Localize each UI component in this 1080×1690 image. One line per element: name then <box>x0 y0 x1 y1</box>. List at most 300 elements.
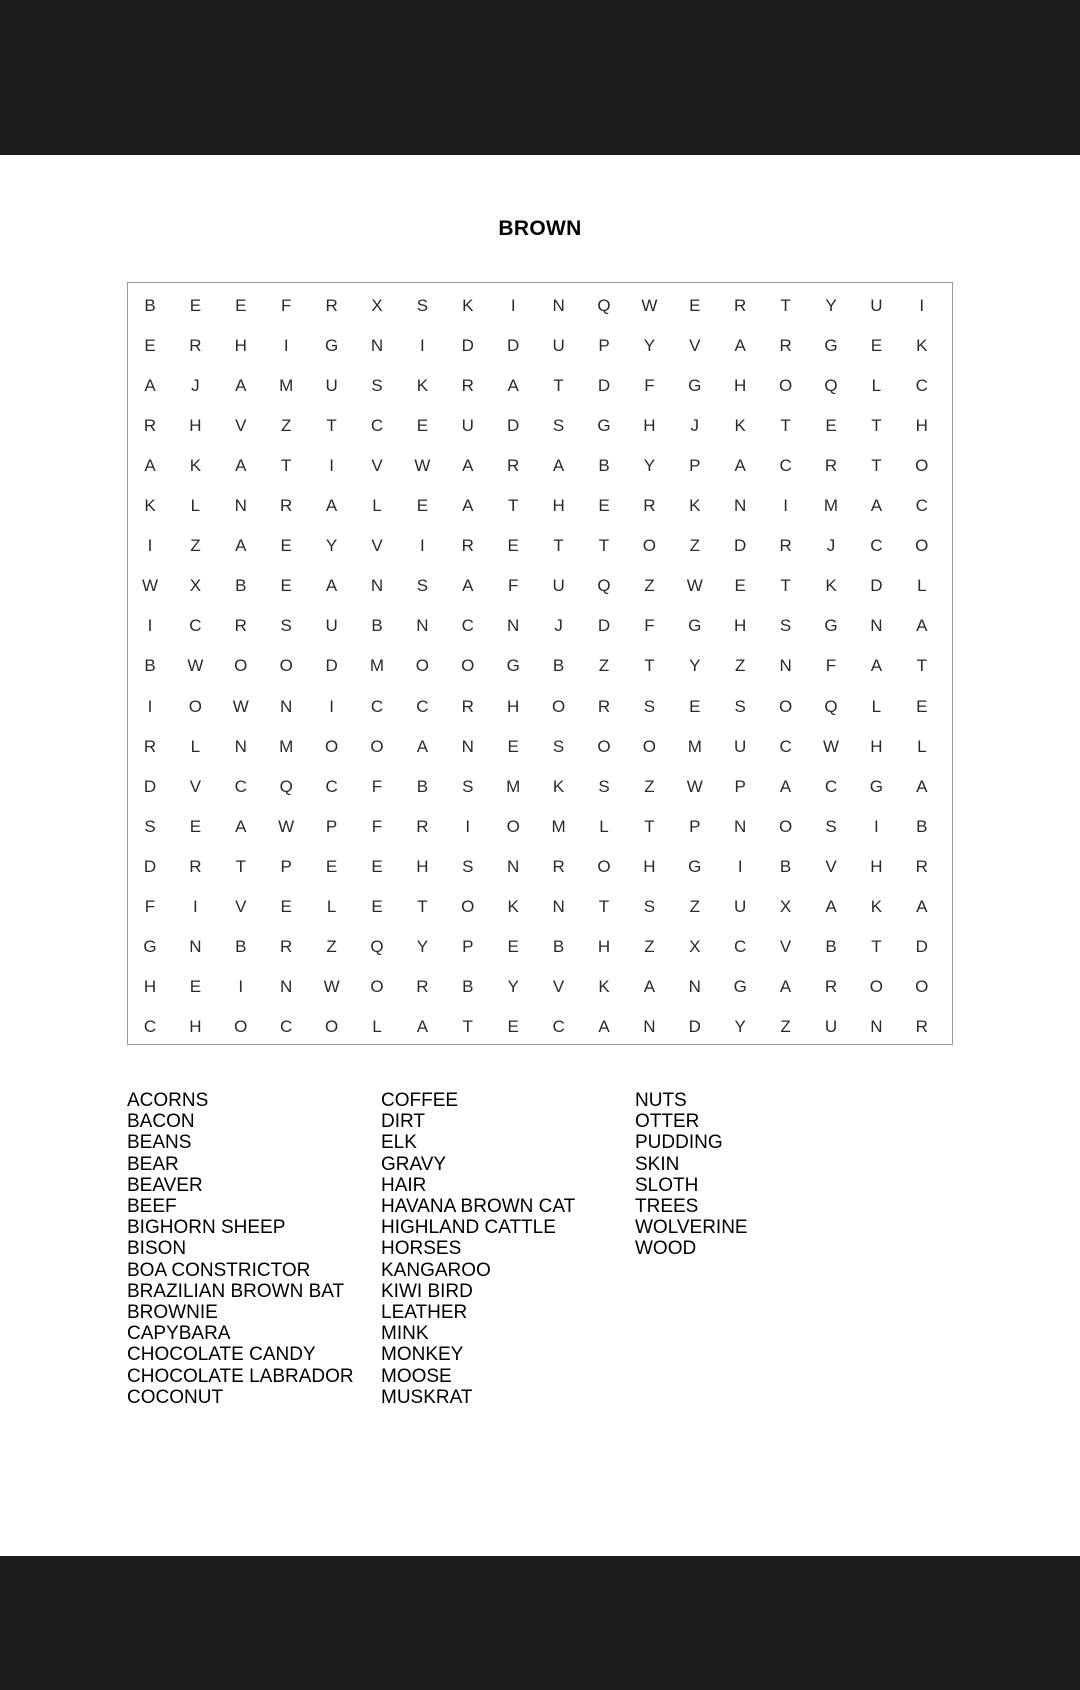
grid-letter[interactable]: W <box>232 696 249 716</box>
grid-letter[interactable]: F <box>644 616 655 636</box>
grid-letter[interactable]: E <box>371 896 383 916</box>
grid-letter[interactable]: D <box>507 416 520 436</box>
grid-letter[interactable]: O <box>778 816 793 836</box>
grid-letter[interactable]: H <box>597 936 611 956</box>
grid-letter[interactable]: I <box>420 536 425 556</box>
grid-letter[interactable]: B <box>462 976 474 996</box>
grid-letter[interactable]: R <box>280 496 293 516</box>
grid-letter[interactable]: W <box>641 296 658 315</box>
grid-letter[interactable]: L <box>326 896 337 916</box>
grid-letter[interactable]: M <box>823 496 839 516</box>
grid-letter[interactable]: M <box>687 736 702 756</box>
grid-letter[interactable]: N <box>870 1016 883 1036</box>
grid-letter[interactable]: E <box>598 496 610 516</box>
grid-letter[interactable]: N <box>870 616 883 636</box>
grid-letter[interactable]: T <box>871 416 882 436</box>
grid-letter[interactable]: P <box>689 816 701 836</box>
grid-letter[interactable]: P <box>325 816 338 836</box>
grid-letter[interactable]: D <box>143 856 157 876</box>
grid-letter[interactable]: A <box>552 456 565 476</box>
grid-letter[interactable]: H <box>915 416 928 436</box>
grid-letter[interactable]: T <box>780 416 791 436</box>
grid-letter[interactable]: K <box>825 576 837 596</box>
grid-letter[interactable]: Z <box>734 656 746 676</box>
grid-letter[interactable]: K <box>144 496 156 516</box>
grid-letter[interactable]: H <box>143 976 157 996</box>
grid-letter[interactable]: F <box>825 656 837 676</box>
grid-letter[interactable]: A <box>462 456 474 476</box>
grid-letter[interactable]: T <box>326 416 337 436</box>
grid-letter[interactable]: H <box>234 336 247 356</box>
grid-letter[interactable]: Q <box>370 936 384 956</box>
grid-letter[interactable]: A <box>643 976 656 996</box>
grid-letter[interactable]: E <box>507 936 519 956</box>
grid-letter[interactable]: Z <box>780 1016 791 1036</box>
grid-letter[interactable]: C <box>461 616 474 636</box>
grid-letter[interactable]: E <box>416 416 429 436</box>
grid-letter[interactable]: K <box>189 456 202 476</box>
grid-letter[interactable]: R <box>189 336 202 356</box>
grid-letter[interactable]: U <box>325 616 338 636</box>
grid-letter[interactable]: H <box>870 856 883 876</box>
grid-letter[interactable]: A <box>870 496 883 516</box>
grid-letter[interactable]: R <box>552 856 565 876</box>
grid-letter[interactable]: T <box>871 936 882 956</box>
grid-letter[interactable]: H <box>189 416 202 436</box>
grid-letter[interactable]: R <box>143 416 157 436</box>
grid-letter[interactable]: F <box>644 376 655 396</box>
grid-letter[interactable]: W <box>141 576 159 596</box>
grid-letter[interactable]: Q <box>824 376 838 396</box>
grid-letter[interactable]: Y <box>507 976 519 996</box>
grid-letter[interactable]: G <box>688 616 702 636</box>
grid-letter[interactable]: M <box>506 776 521 796</box>
grid-letter[interactable]: R <box>461 536 474 556</box>
grid-letter[interactable]: C <box>734 936 747 956</box>
grid-letter[interactable]: A <box>416 1016 429 1036</box>
grid-letter[interactable]: A <box>916 776 928 796</box>
grid-letter[interactable]: D <box>143 776 157 796</box>
grid-letter[interactable]: O <box>642 736 656 756</box>
grid-letter[interactable]: K <box>507 896 519 916</box>
grid-letter[interactable]: G <box>733 976 747 996</box>
grid-letter[interactable]: L <box>372 496 382 516</box>
grid-letter[interactable]: O <box>506 816 520 836</box>
grid-letter[interactable]: H <box>734 616 747 636</box>
grid-letter[interactable]: B <box>779 856 792 876</box>
grid-letter[interactable]: S <box>734 696 746 716</box>
grid-letter[interactable]: C <box>416 696 429 716</box>
grid-letter[interactable]: L <box>917 736 927 756</box>
grid-letter[interactable]: B <box>552 656 565 676</box>
grid-letter[interactable]: L <box>599 816 609 836</box>
grid-letter[interactable]: U <box>552 576 565 596</box>
grid-letter[interactable]: S <box>779 616 792 636</box>
grid-letter[interactable]: G <box>824 616 838 636</box>
grid-letter[interactable]: I <box>329 456 334 476</box>
grid-letter[interactable]: W <box>686 776 703 796</box>
grid-letter[interactable]: T <box>871 456 882 476</box>
grid-letter[interactable]: A <box>416 736 429 756</box>
grid-letter[interactable]: I <box>874 816 879 836</box>
grid-letter[interactable]: N <box>734 816 747 836</box>
grid-letter[interactable]: X <box>189 576 202 596</box>
grid-letter[interactable]: R <box>143 736 157 756</box>
grid-letter[interactable]: H <box>507 696 520 716</box>
grid-letter[interactable]: C <box>143 1016 157 1036</box>
grid-letter[interactable]: N <box>552 896 565 916</box>
grid-letter[interactable]: A <box>916 616 928 636</box>
grid-letter[interactable]: F <box>371 816 383 836</box>
grid-letter[interactable]: X <box>371 296 383 315</box>
grid-letter[interactable]: T <box>644 816 655 836</box>
grid-letter[interactable]: O <box>370 736 384 756</box>
grid-letter[interactable]: V <box>371 536 383 556</box>
grid-letter[interactable]: O <box>234 1016 248 1036</box>
grid-letter[interactable]: U <box>734 736 747 756</box>
grid-letter[interactable]: N <box>234 736 247 756</box>
grid-letter[interactable]: D <box>597 376 611 396</box>
grid-letter[interactable]: R <box>280 936 293 956</box>
grid-letter[interactable]: E <box>325 856 338 876</box>
grid-letter[interactable]: Z <box>689 896 700 916</box>
grid-letter[interactable]: E <box>825 416 837 436</box>
grid-letter[interactable]: P <box>598 336 610 356</box>
grid-letter[interactable]: N <box>280 976 293 996</box>
grid-letter[interactable]: Z <box>689 536 700 556</box>
grid-letter[interactable]: R <box>461 376 474 396</box>
grid-letter[interactable]: E <box>507 536 519 556</box>
grid-letter[interactable]: A <box>235 456 247 476</box>
grid-letter[interactable]: Z <box>644 576 655 596</box>
grid-letter[interactable]: P <box>689 456 701 476</box>
grid-letter[interactable]: L <box>190 736 201 756</box>
grid-letter[interactable]: O <box>324 1016 339 1036</box>
grid-letter[interactable]: L <box>372 1016 382 1036</box>
grid-letter[interactable]: S <box>825 816 837 836</box>
grid-letter[interactable]: P <box>462 936 474 956</box>
grid-letter[interactable]: V <box>371 456 383 476</box>
grid-letter[interactable]: C <box>824 776 838 796</box>
grid-letter[interactable]: B <box>552 936 565 956</box>
grid-letter[interactable]: N <box>189 936 202 956</box>
grid-letter[interactable]: D <box>870 576 883 596</box>
grid-letter[interactable]: G <box>143 936 157 956</box>
grid-letter[interactable]: X <box>779 896 792 916</box>
grid-letter[interactable]: C <box>552 1016 565 1036</box>
grid-letter[interactable]: T <box>417 896 428 916</box>
grid-letter[interactable]: A <box>462 576 474 596</box>
grid-letter[interactable]: Q <box>824 696 838 716</box>
grid-letter[interactable]: C <box>915 376 928 396</box>
grid-letter[interactable]: I <box>147 536 153 556</box>
grid-letter[interactable]: I <box>420 336 425 356</box>
grid-letter[interactable]: O <box>778 696 793 716</box>
grid-letter[interactable]: O <box>188 696 202 716</box>
grid-letter[interactable]: Q <box>597 576 611 596</box>
grid-letter[interactable]: X <box>689 936 701 956</box>
grid-letter[interactable]: K <box>689 496 701 516</box>
grid-letter[interactable]: A <box>779 776 792 796</box>
grid-letter[interactable]: N <box>416 616 429 636</box>
grid-letter[interactable]: B <box>416 776 429 796</box>
grid-letter[interactable]: Z <box>280 416 292 436</box>
grid-letter[interactable]: Y <box>643 456 656 476</box>
grid-letter[interactable]: E <box>916 696 928 716</box>
grid-letter[interactable]: A <box>144 376 156 396</box>
grid-letter[interactable]: Z <box>190 536 201 556</box>
grid-letter[interactable]: R <box>597 696 611 716</box>
grid-letter[interactable]: C <box>234 776 247 796</box>
grid-letter[interactable]: L <box>917 576 927 596</box>
grid-letter[interactable]: E <box>189 296 202 315</box>
grid-letter[interactable]: U <box>552 336 565 356</box>
grid-letter[interactable]: A <box>779 976 792 996</box>
grid-letter[interactable]: C <box>325 776 338 796</box>
grid-letter[interactable]: A <box>235 376 247 396</box>
grid-letter[interactable]: Y <box>325 536 338 556</box>
grid-letter[interactable]: E <box>189 976 202 996</box>
grid-letter[interactable]: O <box>597 856 611 876</box>
grid-letter[interactable]: K <box>552 776 565 796</box>
grid-letter[interactable]: F <box>144 896 156 916</box>
grid-letter[interactable]: T <box>553 536 564 556</box>
grid-letter[interactable]: O <box>415 656 429 676</box>
grid-letter[interactable]: N <box>552 296 565 315</box>
grid-letter[interactable]: M <box>279 376 294 396</box>
grid-letter[interactable]: D <box>597 616 611 636</box>
grid-letter[interactable]: L <box>871 696 882 716</box>
grid-letter[interactable]: I <box>193 896 198 916</box>
grid-letter[interactable]: R <box>915 1016 928 1036</box>
grid-letter[interactable]: B <box>598 456 610 476</box>
grid-letter[interactable]: C <box>370 416 384 436</box>
grid-letter[interactable]: E <box>734 576 746 596</box>
grid-letter[interactable]: O <box>597 736 611 756</box>
grid-letter[interactable]: F <box>371 776 383 796</box>
grid-letter[interactable]: W <box>822 736 840 756</box>
grid-letter[interactable]: V <box>235 896 247 916</box>
grid-letter[interactable]: A <box>235 536 247 556</box>
grid-letter[interactable]: N <box>370 336 384 356</box>
grid-letter[interactable]: B <box>371 616 383 636</box>
grid-letter[interactable]: E <box>280 536 292 556</box>
grid-letter[interactable]: W <box>414 456 431 476</box>
grid-letter[interactable]: S <box>552 416 565 436</box>
grid-letter[interactable]: Y <box>416 936 429 956</box>
grid-letter[interactable]: E <box>416 496 429 516</box>
grid-letter[interactable]: R <box>779 336 792 356</box>
grid-letter[interactable]: Z <box>326 936 337 956</box>
grid-letter[interactable]: C <box>779 736 792 756</box>
grid-letter[interactable]: W <box>278 816 295 836</box>
grid-letter[interactable]: A <box>825 896 837 916</box>
grid-letter[interactable]: T <box>916 656 927 676</box>
grid-letter[interactable]: S <box>462 776 474 796</box>
grid-letter[interactable]: Y <box>825 296 837 315</box>
grid-letter[interactable]: Q <box>279 776 293 796</box>
grid-letter[interactable]: N <box>370 576 384 596</box>
grid-letter[interactable]: E <box>689 296 701 315</box>
grid-letter[interactable]: J <box>826 536 836 556</box>
grid-letter[interactable]: H <box>189 1016 202 1036</box>
grid-letter[interactable]: G <box>597 416 611 436</box>
grid-letter[interactable]: T <box>780 296 791 315</box>
grid-letter[interactable]: R <box>734 296 747 315</box>
grid-letter[interactable]: C <box>280 1016 293 1036</box>
grid-letter[interactable]: D <box>688 1016 701 1036</box>
grid-letter[interactable]: N <box>280 696 293 716</box>
grid-letter[interactable]: M <box>369 656 385 676</box>
grid-letter[interactable]: E <box>280 576 292 596</box>
grid-letter[interactable]: C <box>189 616 202 636</box>
grid-letter[interactable]: S <box>598 776 610 796</box>
grid-letter[interactable]: I <box>465 816 471 836</box>
grid-letter[interactable]: W <box>187 656 204 676</box>
grid-letter[interactable]: Z <box>598 656 610 676</box>
grid-letter[interactable]: I <box>329 696 334 716</box>
grid-letter[interactable]: E <box>235 296 247 315</box>
grid-letter[interactable]: G <box>506 656 520 676</box>
grid-letter[interactable]: A <box>235 816 247 836</box>
grid-letter[interactable]: W <box>686 576 703 596</box>
grid-letter[interactable]: W <box>323 976 340 996</box>
grid-letter[interactable]: Y <box>689 656 701 676</box>
grid-letter[interactable]: V <box>779 936 792 956</box>
grid-letter[interactable]: U <box>734 896 747 916</box>
grid-letter[interactable]: I <box>147 696 153 716</box>
grid-letter[interactable]: A <box>325 496 338 516</box>
grid-letter[interactable]: N <box>507 856 520 876</box>
grid-letter[interactable]: A <box>734 456 746 476</box>
grid-letter[interactable]: V <box>825 856 837 876</box>
grid-letter[interactable]: C <box>779 456 792 476</box>
grid-letter[interactable]: C <box>370 696 384 716</box>
grid-letter[interactable]: M <box>551 816 566 836</box>
grid-letter[interactable]: A <box>325 576 338 596</box>
grid-letter[interactable]: H <box>552 496 565 516</box>
grid-letter[interactable]: D <box>507 336 520 356</box>
grid-letter[interactable]: O <box>915 976 929 996</box>
grid-letter[interactable]: B <box>144 656 156 676</box>
grid-letter[interactable]: R <box>325 296 338 315</box>
grid-letter[interactable]: T <box>598 896 610 916</box>
grid-letter[interactable]: G <box>324 336 339 356</box>
grid-letter[interactable]: O <box>869 976 883 996</box>
grid-letter[interactable]: O <box>279 656 293 676</box>
grid-letter[interactable]: I <box>147 616 153 636</box>
grid-letter[interactable]: G <box>688 376 702 396</box>
grid-letter[interactable]: N <box>507 616 520 636</box>
grid-letter[interactable]: A <box>462 496 474 516</box>
grid-letter[interactable]: O <box>370 976 384 996</box>
grid-letter[interactable]: O <box>778 376 793 396</box>
grid-letter[interactable]: E <box>507 736 519 756</box>
grid-letter[interactable]: G <box>869 776 883 796</box>
grid-letter[interactable]: R <box>643 496 656 516</box>
grid-letter[interactable]: T <box>462 1016 473 1036</box>
grid-letter[interactable]: S <box>643 896 656 916</box>
grid-letter[interactable]: N <box>779 656 792 676</box>
grid-letter[interactable]: D <box>734 536 747 556</box>
grid-letter[interactable]: I <box>919 296 925 315</box>
grid-letter[interactable]: O <box>915 456 929 476</box>
grid-letter[interactable]: D <box>461 336 474 356</box>
grid-letter[interactable]: A <box>916 896 928 916</box>
grid-letter[interactable]: J <box>554 616 563 636</box>
grid-letter[interactable]: I <box>783 496 788 516</box>
grid-letter[interactable]: U <box>824 1016 838 1036</box>
grid-letter[interactable]: G <box>688 856 702 876</box>
grid-letter[interactable]: J <box>191 376 200 396</box>
grid-letter[interactable]: S <box>643 696 656 716</box>
grid-letter[interactable]: G <box>824 336 838 356</box>
grid-letter[interactable]: K <box>916 336 928 356</box>
grid-letter[interactable]: O <box>461 656 475 676</box>
grid-letter[interactable]: V <box>189 776 202 796</box>
grid-letter[interactable]: T <box>598 536 610 556</box>
grid-letter[interactable]: Y <box>643 336 656 356</box>
grid-letter[interactable]: F <box>507 576 519 596</box>
grid-letter[interactable]: T <box>780 576 791 596</box>
grid-letter[interactable]: D <box>915 936 928 956</box>
grid-letter[interactable]: R <box>915 856 928 876</box>
grid-letter[interactable]: L <box>190 496 201 516</box>
grid-letter[interactable]: Z <box>644 936 655 956</box>
grid-letter[interactable]: I <box>283 336 289 356</box>
grid-letter[interactable]: D <box>325 656 338 676</box>
grid-letter[interactable]: C <box>915 496 928 516</box>
grid-letter[interactable]: E <box>689 696 701 716</box>
grid-letter[interactable]: H <box>870 736 883 756</box>
grid-letter[interactable]: R <box>234 616 247 636</box>
grid-letter[interactable]: R <box>189 856 202 876</box>
grid-letter[interactable]: R <box>461 696 474 716</box>
grid-letter[interactable]: T <box>235 856 246 876</box>
grid-letter[interactable]: O <box>915 536 929 556</box>
grid-letter[interactable]: F <box>280 296 292 315</box>
grid-letter[interactable]: S <box>144 816 156 836</box>
grid-letter[interactable]: E <box>870 336 883 356</box>
grid-letter[interactable]: B <box>235 576 247 596</box>
grid-letter[interactable]: Y <box>734 1016 746 1036</box>
grid-letter[interactable]: V <box>552 976 565 996</box>
grid-letter[interactable]: S <box>371 376 383 396</box>
grid-letter[interactable]: R <box>824 976 838 996</box>
grid-letter[interactable]: B <box>916 816 928 836</box>
grid-letter[interactable]: N <box>643 1016 656 1036</box>
grid-letter[interactable]: U <box>325 376 338 396</box>
grid-letter[interactable]: B <box>235 936 247 956</box>
grid-letter[interactable]: K <box>734 416 746 436</box>
grid-letter[interactable]: O <box>234 656 248 676</box>
grid-letter[interactable]: N <box>688 976 701 996</box>
grid-letter[interactable]: R <box>416 816 429 836</box>
grid-letter[interactable]: A <box>870 656 883 676</box>
grid-letter[interactable]: U <box>461 416 474 436</box>
grid-letter[interactable]: S <box>416 576 429 596</box>
grid-letter[interactable]: E <box>144 336 156 356</box>
grid-letter[interactable]: E <box>371 856 383 876</box>
grid-letter[interactable]: O <box>324 736 339 756</box>
grid-letter[interactable]: N <box>461 736 474 756</box>
grid-letter[interactable]: E <box>189 816 202 836</box>
grid-letter[interactable]: H <box>643 416 656 436</box>
grid-letter[interactable]: Q <box>597 296 611 315</box>
grid-letter[interactable]: A <box>734 336 746 356</box>
grid-letter[interactable]: R <box>824 456 838 476</box>
grid-letter[interactable]: K <box>870 896 883 916</box>
